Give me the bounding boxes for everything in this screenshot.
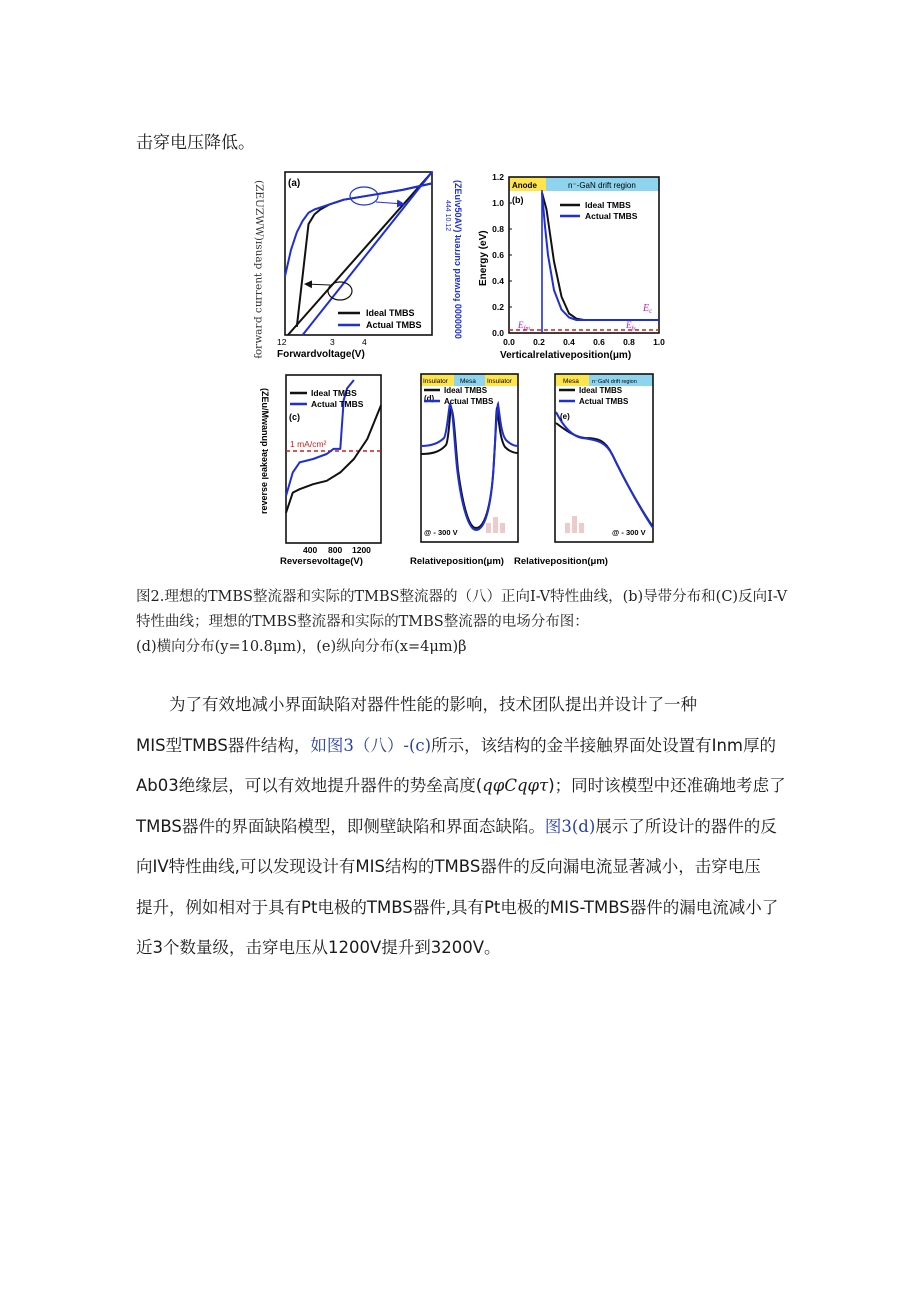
figure-caption [136,585,796,660]
figure-3d-link[interactable]: 图3(d) [544,816,596,836]
panel-d-bias-label: @ - 300 V [424,528,458,537]
panel-b [478,172,665,361]
panel-c-xtick-800: 800 [328,545,343,555]
panel-b-xticks [503,337,665,347]
panel-a-xlabel: Forwardvoltage(V) [277,349,365,360]
panel-e-legend-actual: Actual TMBS [579,397,629,406]
panel-d-region-insulator-left: Insulator [423,378,448,385]
panel-b-ytick: 1.0 [492,198,504,208]
panel-e-label: (e) [560,412,570,421]
panel-a-ellipse-bottom [328,282,352,300]
panel-c-legend-actual: Actual TMBS [311,399,364,409]
panel-a [253,172,463,360]
panel-b-efs-label: $E_{fs}$ [626,320,636,332]
panel-c-label: (c) [289,412,300,422]
panel-d-legend-ideal: Ideal TMBS [444,386,488,395]
panel-a-xtick-4: 4 [362,337,367,347]
panel-d [410,374,518,567]
body-line-5: 向IV特性曲线,可以发现设计有MIS结构的TMBS器件的反向漏电流显著减小，击穿电压 [136,857,761,876]
panel-c-xlabel: Reversevoltage(V) [280,556,363,567]
panel-d-watermark-2 [493,517,498,533]
panel-e-legend-ideal: Ideal TMBS [579,386,623,395]
panel-b-xtick: 0.2 [533,337,545,347]
barrier-height-math: qφCqφτ [482,776,549,795]
panel-d-watermark-1 [486,523,491,533]
panel-b-ylabel: Energy (eV) [478,230,489,286]
panel-e-region-mesa: Mesa [563,378,579,385]
panel-a-label: (a) [288,178,301,189]
panel-a-legend-ideal: Ideal TMBS [366,308,415,318]
panel-b-region-gan: n⁻-GaN drift region [568,181,636,190]
caption-line-2: 特性曲线；理想的TMBS整流器和实际的TMBS整流器的电场分布图： [136,614,589,630]
body-line-3-b: )；同时该模型中还准确地考虑了 [548,776,786,795]
panel-d-series-actual [421,404,518,530]
panel-a-xtick-3: 3 [330,337,335,347]
panel-e-series-actual [556,412,653,528]
panel-b-efm-label: $E_{fm}$ [518,320,530,332]
body-line-4-b: 展示了所设计的器件的反 [595,816,777,836]
panel-c-xtick-400: 400 [303,545,318,555]
panel-b-ytick: 0.4 [492,276,504,286]
panel-b-legend-actual: Actual TMBS [585,211,638,221]
panel-b-ytick: 0.8 [492,224,504,234]
panel-e-watermark-1 [565,523,570,533]
figure-svg [0,0,920,580]
panel-d-series-ideal [421,408,518,528]
panel-a-arrow-right [376,202,404,204]
panel-d-legend-actual: Actual TMBS [444,397,494,406]
panel-e-xlabel: Relativeposition(μm) [514,556,608,567]
panel-b-ec-label: $E_c$ [643,303,653,315]
figure-panel [0,0,920,580]
body-paragraph [136,685,796,969]
panel-b-xtick: 0.6 [593,337,605,347]
panel-c-xtick-1200: 1200 [352,545,371,555]
panel-b-xtick: 0.0 [503,337,515,347]
panel-d-region-insulator-right: Insulator [487,378,512,385]
panel-b-legend-ideal: Ideal TMBS [585,200,631,210]
figure-3a-c-link[interactable]: 如图3（八）-(c) [310,735,432,755]
panel-b-frame [509,177,659,333]
panel-b-region-anode: Anode [512,181,537,190]
panel-a-right-ticks: 444 10.12 [444,200,451,232]
body-line-4-a: TMBS器件的界面缺陷模型，即侧壁缺陷和界面态缺陷。 [136,816,545,836]
panel-a-legend-actual: Actual TMBS [366,320,422,330]
panel-e-watermark-3 [579,523,584,533]
panel-b-ytick: 0.6 [492,250,504,260]
panel-e [514,374,653,567]
panel-e-bias-label: @ - 300 V [612,528,646,537]
panel-e-watermark-2 [572,516,577,533]
panel-b-xtick: 0.8 [623,337,635,347]
panel-a-arrow-left [305,284,330,285]
header-line: 击穿电压降低。 [136,133,255,153]
panel-b-xtick: 0.4 [563,337,575,347]
panel-b-xtick: 1.0 [653,337,665,347]
caption-line-3: (d)横向分布(y=10.8μm)，(e)纵向分布(x=4μm)β [136,639,467,655]
panel-b-label: (b) [512,195,524,205]
panel-c-ylabel: (ZEu/Mwanup ʇɐǝʞɐǝl ǝsɹǝʌǝɹ [260,388,270,515]
panel-d-xlabel: Relativeposition(μm) [410,556,504,567]
panel-b-ytick: 1.2 [492,172,504,182]
body-line-7: 近3个数量级，击穿电压从1200V提升到3200V。 [136,938,501,957]
body-line-2-b: 所示，该结构的金半接触界面处设置有Inm厚的 [431,735,777,755]
panel-c-legend-ideal: Ideal TMBS [311,388,357,398]
panel-d-region-mesa: Mesa [460,378,476,385]
panel-d-label: (d) [424,394,435,403]
panel-b-ytick: 0.2 [492,302,504,312]
body-line-2 [136,726,796,767]
panel-e-series-ideal [556,423,653,527]
caption-line-1: 图2.理想的TMBS整流器和实际的TMBS整流器的（八）正向I-V特性曲线，(b)导带分布和(C)反向I-V [136,589,788,605]
panel-c [260,375,381,567]
body-line-6: 提升，例如相对于具有Pt电极的TMBS器件,具有Pt电极的MIS-TMBS器件的漏电流减小了 [136,897,779,917]
panel-a-xtick-12: 12 [277,337,287,347]
panel-a-ylabel-right: (ZEu\v50AV) ʇuǝɹɹnɔ pɹɐʍɹoɟ 0000000 [453,180,463,339]
panel-d-watermark-3 [500,523,505,533]
body-line-2-a: MIS型TMBS器件结构， [136,735,311,755]
panel-c-series-ideal [286,405,381,513]
body-line-3 [136,766,796,807]
panel-b-xlabel: Verticalrelativeposition(μm) [500,350,632,361]
panel-e-region-gan: n⁻GaN drift region [592,379,637,385]
panel-a-ylabel-left: (ZEUZWW)ɪsuap ʇuǝɹɹnɔ pɹɐʍɹoɟ [253,180,265,359]
body-line-3-a: Ab03绝缘层，可以有效地提升器件的势垒高度( [136,776,483,795]
body-line-4 [136,807,796,848]
body-line-1: 为了有效地减小界面缺陷对器件性能的影响，技术团队提出并设计了一种 [169,695,697,714]
panel-b-ytick: 0.0 [492,328,504,338]
panel-c-threshold-label: 1 mA/cm² [290,439,327,449]
